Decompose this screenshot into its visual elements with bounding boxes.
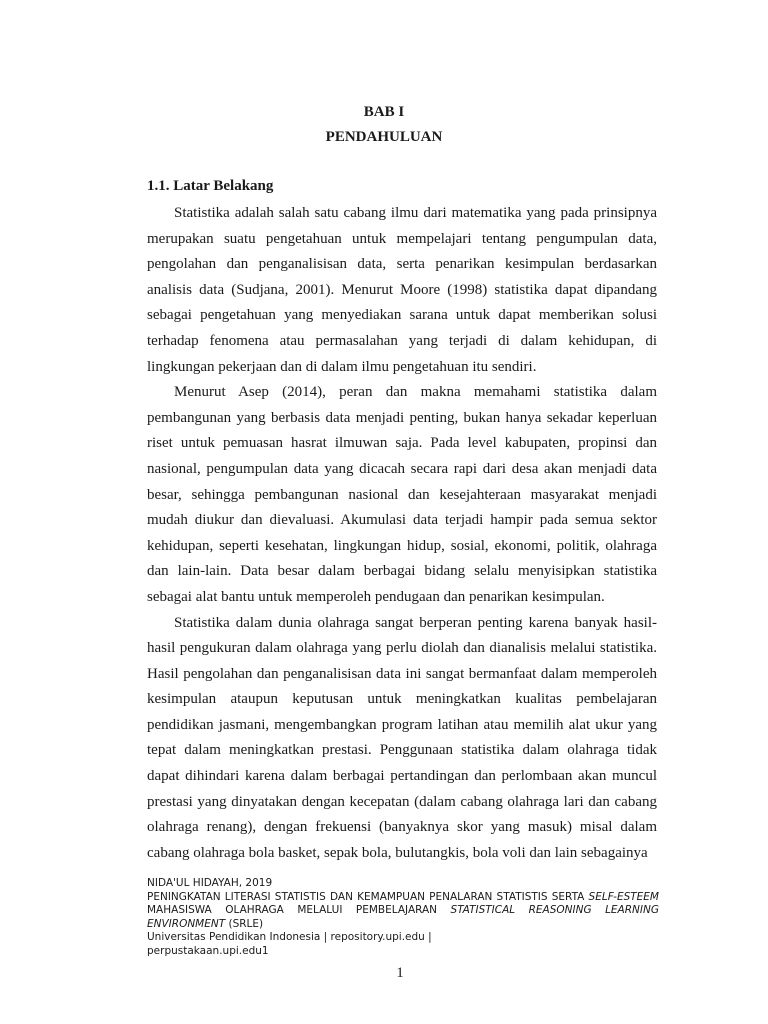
footer-thesis-title bbox=[147, 891, 659, 932]
footer-institution: Universitas Pendidikan Indonesia | repository.upi.edu | bbox=[147, 931, 432, 944]
page-number: 1 bbox=[396, 965, 404, 981]
paragraph-2: Menurut Asep (2014), peran dan makna memahami statistika dalam pembangunan yang berbasis data menjadi penting, bukan hanya sekadar keperluan riset untuk pemuasan hasrat ilmuwan saja. Pada level kabupaten, propinsi dan nasional, pengumpulan data yang dicacah secara rapi dari desa akan menjadi data besar, sehingga pembangunan nasional dan kesejahteraan masyarakat menjadi mudah diukur dan dievaluasi. Akumulasi data terjadi hampir pada semua sektor kehidupan, seperti kesehatan, lingkungan hidup, sosial, ekonomi, politik, olahraga dan lain-lain. Data besar dalam berbagai bidang selalu menyisipkan statistika sebagai alat bantu untuk memperoleh pendugaan dan penarikan kesimpulan. bbox=[147, 384, 657, 605]
section-heading: 1.1. Latar Belakang bbox=[147, 178, 274, 194]
footer-title-part-2: MAHASISWA OLAHRAGA MELALUI PEMBELAJARAN bbox=[147, 904, 451, 917]
chapter-number: BAB I bbox=[363, 104, 405, 120]
footer-library: perpustakaan.upi.edu1 bbox=[147, 944, 269, 957]
footer-title-part-1: PENINGKATAN LITERASI STATISTIS DAN KEMAMPUAN PENALARAN STATISTIS SERTA bbox=[147, 890, 589, 903]
body-text bbox=[147, 201, 657, 866]
chapter-title: PENDAHULUAN bbox=[325, 129, 443, 145]
page-footer bbox=[147, 877, 659, 959]
footer-title-part-3: (SRLE) bbox=[225, 917, 264, 930]
footer-title-italic-2: STATISTICAL REASONING LEARNING ENVIRONMENT bbox=[147, 904, 659, 930]
footer-title-italic-1: SELF-ESTEEM bbox=[588, 890, 659, 903]
paragraph-3: Statistika dalam dunia olahraga sangat berperan penting karena banyak hasil-hasil pengukuran dalam olahraga yang perlu diolah dan dianalisis melalui statistika. Hasil pengolahan dan penganalisisan data ini sangat bermanfaat dalam memperoleh kesimpulan ataupun keputusan untuk meningkatkan kualitas pembelajaran pendidikan jasmani, mengembangkan program latihan atau memilih alat ukur yang tepat dalam meningkatkan prestasi. Penggunaan statistika dalam olahraga tidak dapat dihindari karena dalam berbagai pertandingan dan perlombaan akan muncul prestasi yang dinyatakan dengan kecepatan (dalam cabang olahraga lari dan cabang olahraga renang), dengan frekuensi (banyaknya skor yang masuk) misal dalam cabang olahraga bola basket, sepak bola, bulutangkis, bola voli dan lain sebagainya bbox=[147, 614, 657, 861]
paragraph-1: Statistika adalah salah satu cabang ilmu dari matematika yang pada prinsipnya merupakan suatu pengetahuan untuk mempelajari tentang pengumpulan data, pengolahan dan penganalisisan data, serta penarikan kesimpulan berdasarkan analisis data (Sudjana, 2001). Menurut Moore (1998) statistika dapat dipandang sebagai pengetahuan yang menyediakan sarana untuk dapat memberikan solusi terhadap fenomena atau permasalahan yang terjadi di dalam kehidupan, di lingkungan pekerjaan dan di dalam ilmu pengetahuan itu sendiri. bbox=[147, 205, 657, 375]
footer-author: NIDA'UL HIDAYAH, 2019 bbox=[147, 877, 273, 889]
